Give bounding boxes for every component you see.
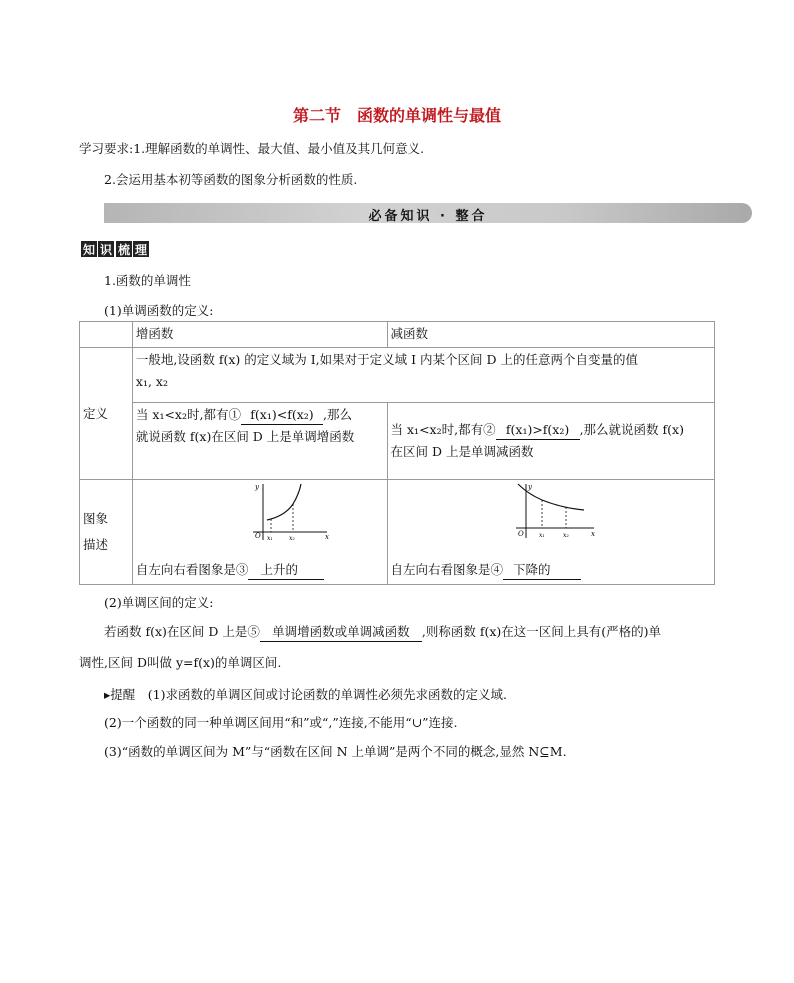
common-condition-text: 一般地,设函数 f(x) 的定义域为 I,如果对于定义域 I 内某个区间 D 上的任意两个自变量的值: [135, 352, 639, 367]
interval-definition-line1: [104, 622, 661, 642]
blank-5: 单调增函数或单调减函数: [260, 623, 422, 642]
learning-requirement-2: 2.会运用基本初等函数的图象分析函数的性质.: [104, 172, 358, 187]
decreasing-graph-caption: [391, 559, 582, 581]
section-banner: [104, 203, 752, 223]
blank-4: 下降的: [503, 561, 581, 580]
common-condition: [132, 348, 714, 403]
tip-1: ▸提醒 (1)求函数的单调区间或讨论函数的单调性必须先求函数的定义域.: [104, 687, 507, 702]
tip-3: (3)“函数的单调区间为 M”与“函数在区间 N 上单调”是两个不同的概念,显然 N⊆M.: [104, 744, 567, 759]
increasing-graph-caption: [136, 559, 325, 581]
common-condition-vars: x₁, x₂: [135, 374, 168, 389]
inc-graph-y: y: [254, 483, 259, 491]
table-corner: [80, 322, 133, 348]
row-label-definition: 定义: [80, 348, 133, 480]
inc-def-line2: 就说函数 f(x)在区间 D 上是单调增函数: [135, 429, 355, 444]
badge-char-4: 理: [134, 243, 148, 257]
decreasing-definition: [387, 403, 714, 480]
header-decreasing: 减函数: [387, 322, 714, 348]
interval-pre: 若函数 f(x)在区间 D 上是⑤: [104, 624, 260, 639]
dec-def-line2: 在区间 D 上是单调减函数: [390, 444, 534, 459]
definition-table: [79, 321, 715, 585]
dec-graph-x2: x₂: [562, 532, 569, 539]
blank-2: f(x₁)>f(x₂): [496, 421, 580, 440]
header-increasing: 增函数: [132, 322, 387, 348]
row-label-graph: [80, 480, 133, 585]
inc-graph-origin: O: [254, 532, 261, 540]
dec-graph-origin: O: [517, 530, 524, 538]
blank-1: f(x₁)<f(x₂): [241, 406, 323, 425]
section-banner-label: 必备知识 · 整合: [368, 209, 488, 224]
inc-def-pre: 当 x₁<x₂时,都有①: [135, 407, 241, 422]
increasing-function-graph: [245, 480, 335, 542]
inc-graph-x: x: [324, 533, 329, 541]
inc-graph-caption-text: 自左向右看图象是③: [135, 562, 249, 577]
knowledge-badge: [79, 240, 151, 258]
tip-2: (2)一个函数的同一种单调区间用“和”或“,”连接,不能用“∪”连接.: [104, 715, 458, 730]
dec-def-post: ,那么就说函数 f(x): [579, 422, 684, 437]
subheading-interval-definition: (2)单调区间的定义:: [104, 595, 214, 610]
blank-3: 上升的: [248, 561, 324, 580]
dec-graph-caption-text: 自左向右看图象是④: [390, 562, 504, 577]
interval-definition-line2: 调性,区间 D叫做 y=f(x)的单调区间.: [79, 655, 282, 670]
row-label-graph-1: 图象: [83, 511, 109, 526]
learning-requirement-1: 学习要求:1.理解函数的单调性、最大值、最小值及其几何意义.: [79, 141, 425, 156]
increasing-graph-cell: [132, 480, 387, 585]
row-label-graph-2: 描述: [83, 537, 109, 552]
badge-char-3: 梳: [117, 243, 131, 257]
increasing-definition: [132, 403, 387, 480]
dec-graph-x: x: [590, 530, 595, 538]
dec-graph-x1: x₁: [538, 532, 545, 539]
badge-char-2: 识: [99, 243, 113, 257]
page-title: 第二节 函数的单调性与最值: [292, 106, 501, 125]
section-heading-monotonicity: 1.函数的单调性: [104, 273, 191, 288]
decreasing-graph-cell: [387, 480, 714, 585]
dec-def-pre: 当 x₁<x₂时,都有②: [390, 422, 496, 437]
subheading-monotone-definition: (1)单调函数的定义:: [104, 303, 214, 318]
inc-graph-x1: x₁: [266, 535, 273, 542]
badge-char-1: 知: [82, 243, 96, 257]
decreasing-function-graph: [508, 480, 598, 542]
interval-post: ,则称函数 f(x)在这一区间上具有(严格的)单: [421, 624, 662, 639]
inc-graph-x2: x₂: [288, 535, 295, 542]
inc-def-post: ,那么: [322, 407, 352, 422]
dec-graph-y: y: [527, 483, 532, 491]
